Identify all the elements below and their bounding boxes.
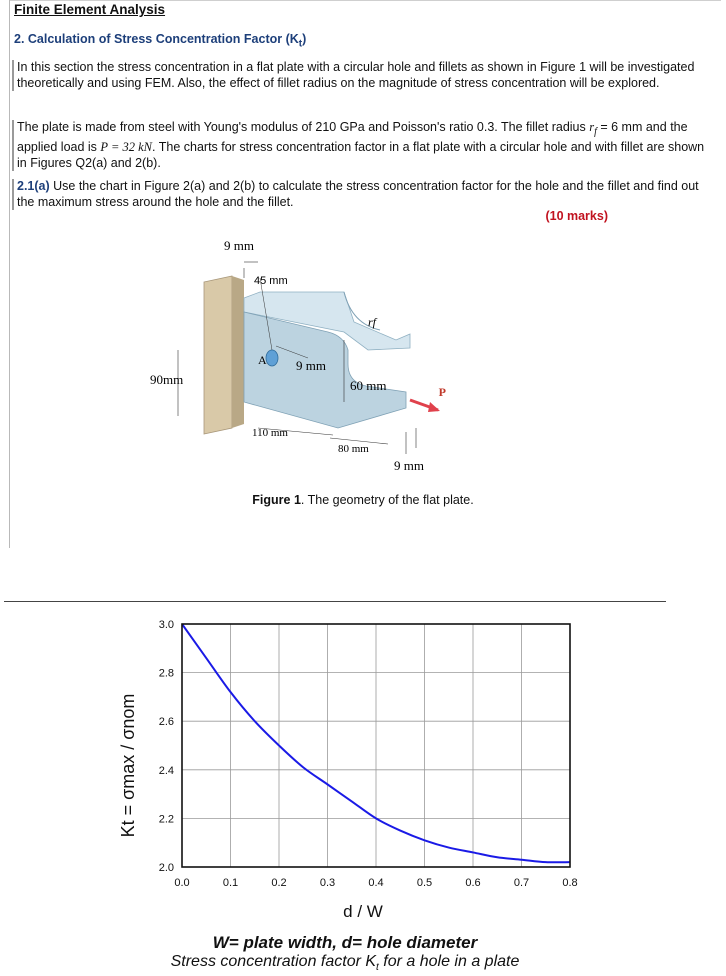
x-tick-label: 0.0 [174,877,190,889]
page-frame-top [9,0,721,1]
x-tick-label: 0.2 [271,877,287,889]
x-tick-label: 0.4 [368,877,384,889]
label-9mm-bottom: 9 mm [394,458,424,472]
x-tick-label: 0.8 [562,877,578,889]
para2-c: . The charts for stress concentration factor in a flat plate with a circular hole and with fillet are shown in Figures Q2(a) and 2(b). [17,140,705,170]
label-P: P [438,385,446,399]
intro-paragraph: In this section the stress concentration in a flat plate with a circular hole and fillets as shown in Figure 1 will be investigated theoretically and using FEM. Also, the effect of fillet radius on the magnitude of stress concentration will be explored. [12,60,717,91]
wall-front [204,276,232,434]
section-heading-close: ) [302,32,307,46]
x-tick-label: 0.6 [465,877,481,889]
y-tick-label: 2.6 [158,716,174,729]
label-110mm: 110 mm [252,427,288,439]
marks-label: (10 marks) [545,209,608,223]
question-text: Use the chart in Figure 2(a) and 2(b) to calculate the stress concentration factor for the hole and the fillet and find out the maximum stress around the hole and the fillet. [17,179,699,209]
x-tick-label: 0.1 [222,877,239,889]
label-rf: rf [368,315,377,329]
figure1-caption [0,493,726,507]
chart-caption-line2-pre: Stress concentration factor K [170,953,377,970]
y-tick-label: 2.2 [158,813,174,826]
para2-b: = 6 mm and the applied load is [17,120,688,154]
x-tick-label: 0.7 [513,877,530,889]
label-60mm: 60 mm [350,378,387,393]
load-expression: P = 32 kN [100,140,153,154]
rf-symbol: r [589,120,595,134]
section-heading-sub: t [298,38,303,50]
wall-side [232,276,244,428]
page-frame-left [9,0,10,548]
label-9mm-top: 9 mm [224,238,254,253]
figure1-caption-label: Figure 1 [252,493,301,507]
plate-geometry-figure [148,232,448,472]
label-A: A [258,353,267,367]
chart-ylabel: Kt = σmax / σnom [118,693,138,838]
question-label: 2.1(a) [17,179,50,193]
y-tick-label: 2.4 [158,764,174,777]
chart-caption-line1: W= plate width, d= hole diameter [212,933,478,952]
rf-sub: f [594,126,597,138]
chart-caption-line2 [0,953,690,973]
kt-chart [100,612,600,922]
y-tick-label: 2.0 [158,862,174,874]
figure1-caption-text: . The geometry of the flat plate. [300,493,474,507]
para2-a: The plate is made from steel with Young's modulus of 210 GPa and Poisson's ratio 0.3. The fillet radius [17,120,590,134]
section-heading [14,32,714,52]
section-heading-text: 2. Calculation of Stress Concentration Factor (K [14,32,299,46]
label-80mm: 80 mm [338,443,369,455]
section-divider [4,601,666,602]
load-arrow-head [428,402,440,412]
x-tick-label: 0.3 [319,877,336,889]
label-45mm: 45 mm [254,275,288,287]
label-90mm: 90mm [150,372,184,387]
chart-caption-line2-post: for a hole in a plate [378,953,520,970]
material-paragraph [12,120,717,171]
chart-xlabel: d / W [343,902,383,921]
x-tick-label: 0.5 [416,877,433,889]
y-tick-label: 3.0 [158,619,174,631]
question-paragraph [12,179,717,210]
label-9mm-hole: 9 mm [296,358,326,373]
chart-caption-line2-sub: t [376,962,379,974]
doc-title: Finite Element Analysis [14,2,166,17]
y-tick-label: 2.8 [158,667,174,680]
hole-marker [266,350,278,366]
